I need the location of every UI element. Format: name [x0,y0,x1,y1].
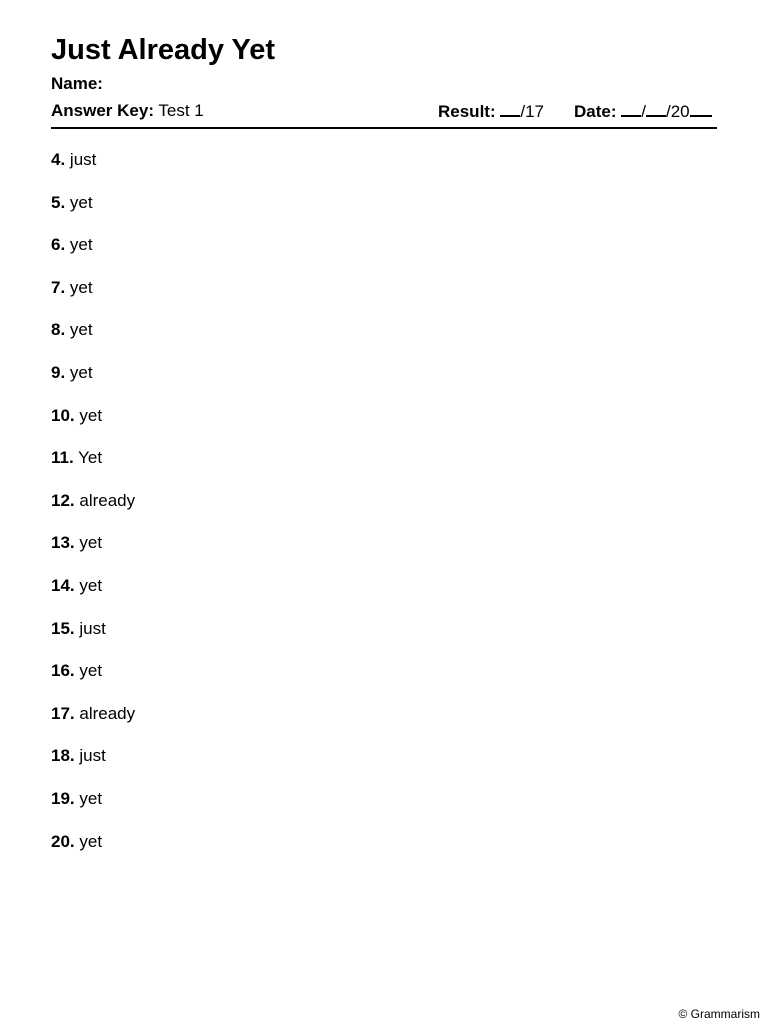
answer-number: 12. [51,490,75,510]
answer-text: just [79,746,106,766]
date-separator-2: /20 [665,102,690,121]
list-item [51,150,135,193]
list-item [51,448,135,491]
answer-number: 17. [51,703,75,723]
list-item [51,704,135,747]
answer-text: already [79,490,136,510]
answer-number: 14. [51,575,75,595]
date-label: Date: [574,102,617,121]
page-title: Just Already Yet [51,34,276,66]
answer-number: 8. [51,320,66,340]
result-total: /17 [520,102,544,121]
answer-text: Yet [78,448,103,468]
answer-number: 6. [51,235,66,255]
list-item [51,406,135,449]
answer-text: yet [79,788,103,808]
answer-number: 19. [51,788,75,808]
list-item [51,746,135,789]
answer-number: 11. [51,448,74,468]
date-separator-1: / [641,102,646,121]
date-blank-month [646,101,666,117]
answer-text: yet [69,235,93,255]
result-label: Result: [438,102,496,121]
date-blank-day [621,101,641,117]
answer-number: 15. [51,618,75,638]
answer-number: 7. [51,277,66,297]
answer-text: yet [69,320,93,340]
list-item [51,533,135,576]
name-label: Name: [51,74,103,93]
answer-key [51,101,204,121]
answer-text: yet [69,192,93,212]
answer-text: just [79,618,106,638]
date-field [574,101,712,122]
answer-number: 18. [51,746,75,766]
date-blank-year [690,101,712,117]
list-item [51,619,135,662]
answer-number: 9. [51,362,66,382]
answer-text: yet [79,405,103,425]
result-blank [500,101,520,117]
header-divider [51,127,717,129]
result-field [438,101,544,122]
answer-number: 4. [51,150,66,169]
list-item [51,576,135,619]
answer-key-row [51,101,716,121]
answer-text: yet [79,831,103,851]
answer-text: yet [69,362,93,382]
list-item [51,832,135,875]
list-item [51,491,135,534]
list-item [51,235,135,278]
list-item [51,661,135,704]
answer-text: already [79,703,136,723]
answer-number: 5. [51,192,66,212]
answer-text: just [69,150,97,169]
answer-text: yet [69,277,93,297]
answer-text: yet [79,661,103,681]
answer-number: 10. [51,405,75,425]
list-item [51,363,135,406]
copyright-footer: © Grammarism [678,1007,760,1021]
answer-list [51,150,135,874]
answer-number: 20. [51,831,75,851]
answer-key-label: Answer Key: [51,101,154,120]
answer-text: yet [79,533,103,553]
list-item [51,193,135,236]
answer-key-value: Test 1 [153,101,204,120]
list-item [51,789,135,832]
answer-number: 16. [51,661,75,681]
list-item [51,320,135,363]
answer-number: 13. [51,533,75,553]
list-item [51,278,135,321]
answer-text: yet [79,575,103,595]
